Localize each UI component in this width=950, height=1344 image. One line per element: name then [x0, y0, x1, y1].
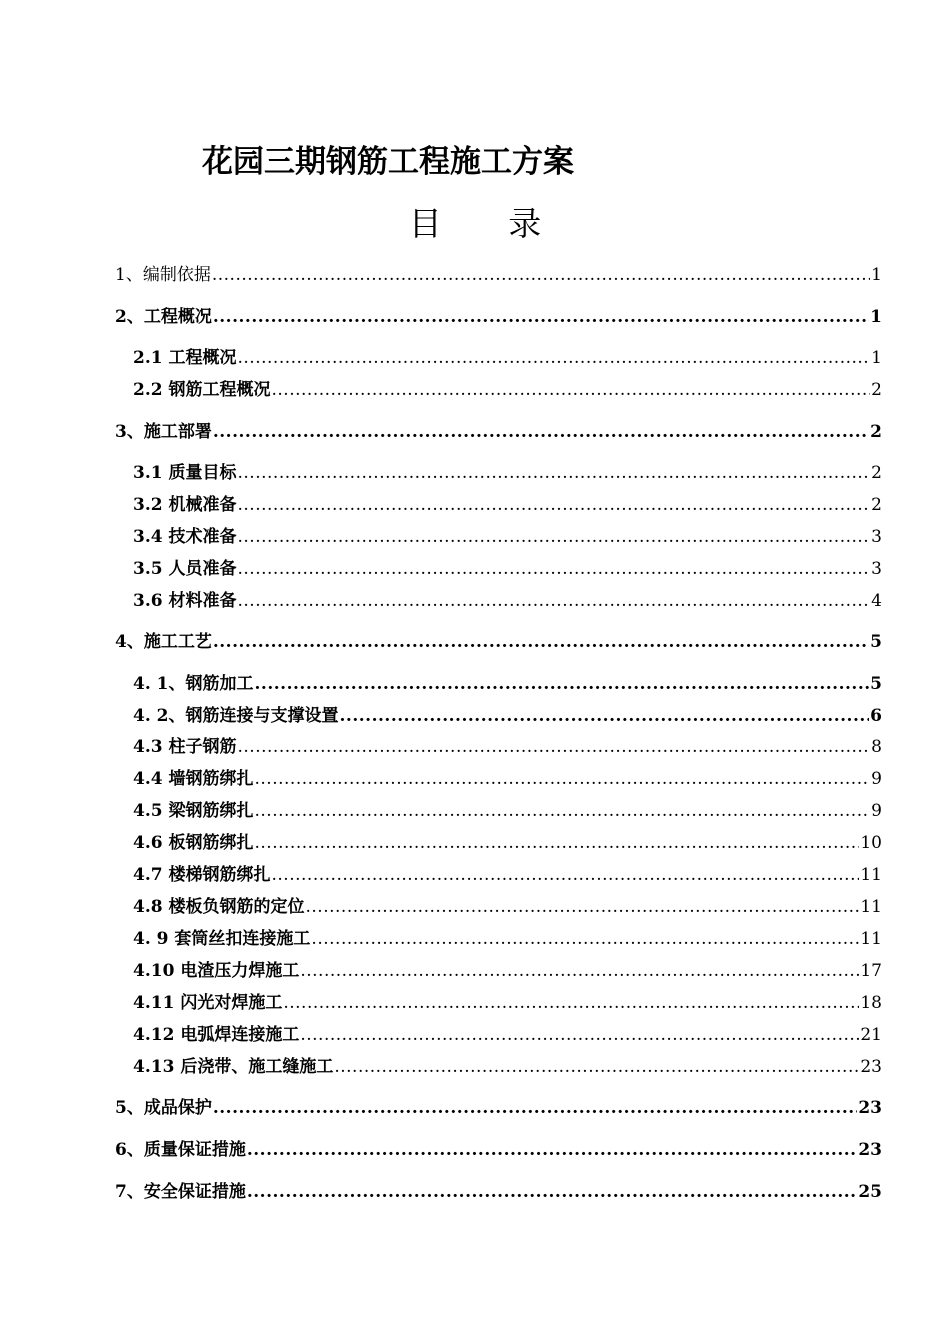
toc-entry[interactable] — [133, 864, 882, 886]
toc-entry-label: 4.4 墙钢筋绑扎 — [133, 769, 254, 789]
toc-entry[interactable] — [133, 347, 882, 369]
toc-entry-page-number: 1 — [871, 348, 882, 368]
toc-entry[interactable] — [115, 1181, 882, 1203]
toc-entry-label: 7、安全保证措施 — [115, 1182, 246, 1202]
toc-entry-label: 4. 2、钢筋连接与支撑设置 — [133, 706, 339, 726]
toc-entry-leader — [238, 558, 871, 580]
toc-entry-label: 2、工程概况 — [115, 307, 212, 327]
toc-entry-leader — [334, 1056, 859, 1078]
toc-entry-leader — [238, 494, 871, 516]
toc-entry-label: 4.8 楼板负钢筋的定位 — [133, 897, 305, 917]
toc-entry[interactable] — [133, 928, 882, 950]
toc-entry-page-number: 1 — [871, 265, 882, 285]
toc-entry-page-number: 18 — [860, 993, 882, 1013]
toc-entry[interactable] — [133, 896, 882, 918]
toc-entry-page-number: 11 — [860, 897, 882, 917]
toc-entry-label: 4. 1、钢筋加工 — [133, 674, 254, 694]
toc-entry-page-number: 2 — [871, 495, 882, 515]
toc-entry-leader — [247, 1139, 857, 1161]
toc-entry-page-number: 5 — [870, 632, 882, 652]
toc-entry-leader — [255, 832, 860, 854]
toc-entry-label: 5、成品保护 — [115, 1098, 212, 1118]
toc-entry-page-number: 25 — [858, 1182, 882, 1202]
toc-entry-leader — [238, 590, 871, 612]
toc-entry-label: 3.5 人员准备 — [133, 559, 237, 579]
toc-entry-leader — [213, 306, 869, 328]
toc-entry-leader — [212, 264, 870, 286]
toc-entry-leader — [255, 768, 871, 790]
document-title: 花园三期钢筋工程施工方案 — [202, 144, 574, 180]
toc-entry-page-number: 11 — [860, 865, 882, 885]
toc-entry-page-number: 11 — [860, 929, 882, 949]
toc-entry-label: 3.6 材料准备 — [133, 591, 237, 611]
toc-entry[interactable] — [133, 673, 882, 695]
toc-entry-leader — [272, 379, 871, 401]
toc-entry[interactable] — [133, 590, 882, 612]
toc-entry[interactable] — [133, 736, 882, 758]
toc-entry-leader — [255, 800, 871, 822]
toc-entry-leader — [300, 1024, 859, 1046]
toc-entry-page-number: 2 — [871, 380, 882, 400]
toc-entry-label: 4.12 电弧焊连接施工 — [133, 1025, 300, 1045]
toc-entry-leader — [213, 421, 869, 443]
toc-entry-label: 4.5 梁钢筋绑扎 — [133, 801, 254, 821]
toc-entry-leader — [238, 347, 871, 369]
toc-entry-leader — [213, 631, 869, 653]
toc-entry-page-number: 8 — [871, 737, 882, 757]
toc-entry-label: 4. 9 套筒丝扣连接施工 — [133, 929, 311, 949]
toc-entry-label: 2.1 工程概况 — [133, 348, 237, 368]
toc-entry-page-number: 1 — [870, 307, 882, 327]
toc-entry[interactable] — [133, 960, 882, 982]
toc-entry[interactable] — [133, 379, 882, 401]
toc-entry-label: 4、施工工艺 — [115, 632, 212, 652]
toc-entry-leader — [238, 462, 871, 484]
toc-entry-leader — [213, 1097, 857, 1119]
toc-entry-leader — [255, 673, 870, 695]
toc-entry-leader — [272, 864, 860, 886]
toc-entry-label: 3.1 质量目标 — [133, 463, 237, 483]
toc-entry-label: 1、编制依据 — [115, 265, 211, 285]
toc-entry[interactable] — [133, 800, 882, 822]
toc-entry[interactable] — [115, 631, 882, 653]
toc-entry[interactable] — [133, 705, 882, 727]
toc-entry-label: 4.10 电渣压力焊施工 — [133, 961, 300, 981]
toc-entry-page-number: 2 — [871, 463, 882, 483]
toc-entry-page-number: 17 — [860, 961, 882, 981]
toc-entry[interactable] — [133, 558, 882, 580]
toc-entry[interactable] — [133, 992, 882, 1014]
toc-entry[interactable] — [115, 1139, 882, 1161]
toc-entry[interactable] — [133, 462, 882, 484]
toc-entry-page-number: 5 — [870, 674, 882, 694]
toc-entry-page-number: 21 — [860, 1025, 882, 1045]
toc-entry-page-number: 6 — [870, 706, 882, 726]
toc-entry-leader — [300, 960, 859, 982]
toc-entry-page-number: 9 — [871, 769, 882, 789]
toc-entry[interactable] — [115, 421, 882, 443]
toc-entry-label: 3、施工部署 — [115, 422, 212, 442]
toc-entry[interactable] — [115, 306, 882, 328]
toc-entry-page-number: 9 — [871, 801, 882, 821]
toc-entry-page-number: 23 — [858, 1098, 882, 1118]
toc-entry-leader — [283, 992, 859, 1014]
toc-entry-leader — [238, 736, 871, 758]
toc-entry[interactable] — [133, 832, 882, 854]
toc-heading: 目 录 — [408, 204, 570, 243]
toc-entry-label: 6、质量保证措施 — [115, 1140, 246, 1160]
toc-entry-label: 2.2 钢筋工程概况 — [133, 380, 271, 400]
toc-entry-page-number: 4 — [871, 591, 882, 611]
toc-entry-label: 4.3 柱子钢筋 — [133, 737, 237, 757]
toc-entry-label: 3.4 技术准备 — [133, 527, 237, 547]
toc-entry-leader — [311, 928, 859, 950]
toc-entry-page-number: 10 — [860, 833, 882, 853]
toc-entry-label: 4.13 后浇带、施工缝施工 — [133, 1057, 334, 1077]
toc-entry[interactable] — [115, 1097, 882, 1119]
toc-entry-label: 3.2 机械准备 — [133, 495, 237, 515]
toc-entry[interactable] — [133, 494, 882, 516]
toc-entry-leader — [238, 526, 871, 548]
toc-entry[interactable] — [133, 526, 882, 548]
toc-entry-leader — [306, 896, 860, 918]
toc-entry[interactable] — [133, 1056, 882, 1078]
toc-entry-label: 4.7 楼梯钢筋绑扎 — [133, 865, 271, 885]
toc-entry[interactable] — [133, 1024, 882, 1046]
toc-entry[interactable] — [115, 264, 882, 286]
toc-entry-page-number: 3 — [871, 527, 882, 547]
toc-entry-leader — [340, 705, 870, 727]
toc-entry-page-number: 2 — [870, 422, 882, 442]
toc-entry-leader — [247, 1181, 857, 1203]
toc-entry-page-number: 3 — [871, 559, 882, 579]
toc-entry-label: 4.11 闪光对焊施工 — [133, 993, 283, 1013]
toc-entry[interactable] — [133, 768, 882, 790]
toc-entry-page-number: 23 — [860, 1057, 882, 1077]
toc-entry-page-number: 23 — [858, 1140, 882, 1160]
toc-entry-label: 4.6 板钢筋绑扎 — [133, 833, 254, 853]
